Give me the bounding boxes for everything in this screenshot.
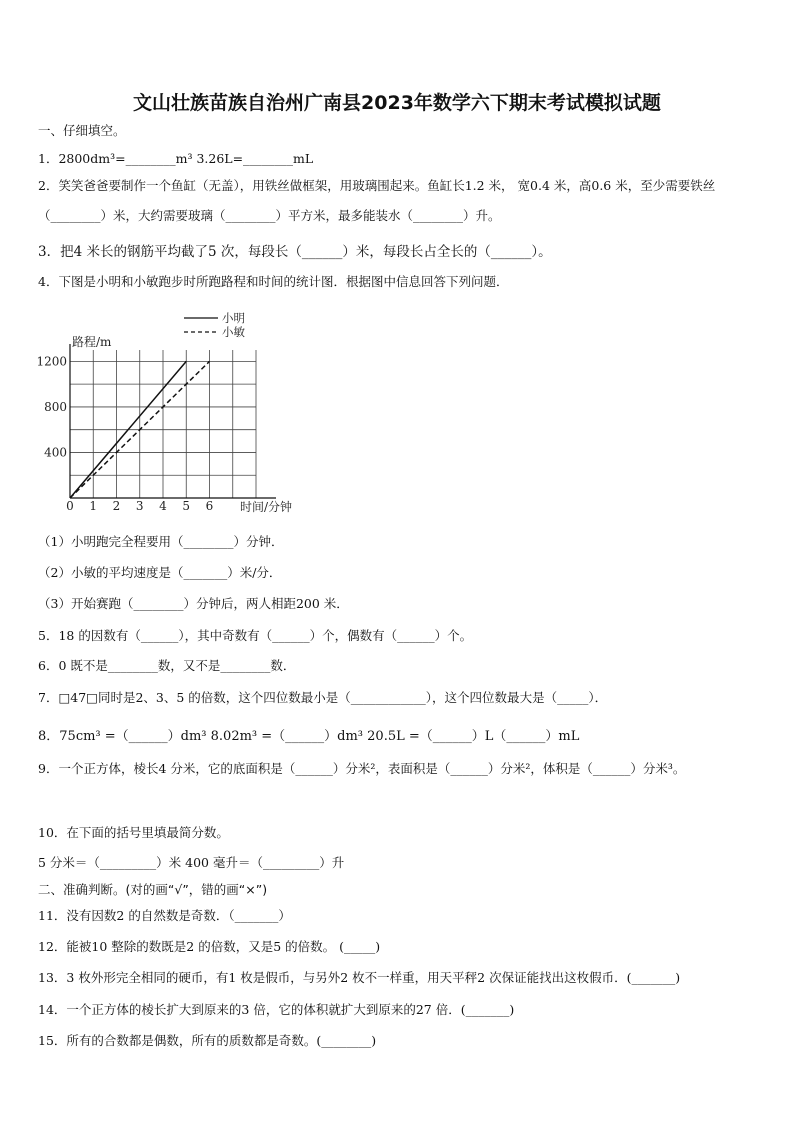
y-tick-label: 1200 [36, 354, 67, 369]
question-3: 3．把4 米长的钢筋平均截了5 次，每段长（______）米，每段长占全长的（______）。 [38, 244, 552, 260]
y-tick-label: 800 [44, 399, 67, 414]
legend-label: 小明 [222, 311, 245, 325]
x-tick-label: 0 [66, 499, 74, 513]
y-tick-label: 400 [44, 445, 67, 460]
question-4-2: （2）小敏的平均速度是（_______）米/分． [38, 565, 282, 580]
x-tick-label: 6 [205, 499, 214, 513]
section-2-heading: 二、准确判断。(对的画“√”，错的画“×”) [38, 882, 268, 897]
x-axis-label: 时间/分钟 [240, 500, 293, 514]
chart-grid [70, 350, 256, 498]
question-5: 5．18 的因数有（______），其中奇数有（______）个，偶数有（______）个。 [38, 628, 473, 643]
question-4-1: （1）小明跑完全程要用（________）分钟． [38, 534, 284, 549]
question-9: 9．一个正方体，棱长4 分米，它的底面积是（______）分米²，表面积是（______）分米²，体积是（______）分米³。 [38, 761, 686, 776]
question-7: 7．□47□同时是2、3、5 的倍数，这个四位数最小是（____________），这个四位数最大是（_____）． [38, 690, 608, 705]
x-tick-label: 3 [135, 499, 144, 513]
question-4-3: （3）开始赛跑（________）分钟后，两人相距200 米． [38, 596, 349, 611]
distance-time-chart [34, 306, 294, 516]
question-15: 15．所有的合数都是偶数，所有的质数都是奇数。(________) [38, 1033, 377, 1048]
question-4: 4．下图是小明和小敏跑步时所跑路程和时间的统计图．根据图中信息回答下列问题． [38, 274, 509, 289]
page-title: 文山壮族苗族自治州广南县2023年数学六下期末考试模拟试题 [133, 92, 661, 114]
question-10: 10．在下面的括号里填最简分数。 [38, 825, 229, 840]
x-tick-label: 4 [159, 499, 167, 513]
y-axis-label: 路程/m [72, 335, 112, 349]
legend-label: 小敏 [222, 325, 245, 339]
x-tick-label: 5 [182, 499, 191, 513]
chart-legend [184, 311, 245, 339]
question-13: 13．3 枚外形完全相同的硬币，有1 枚是假币，与另外2 枚不一样重，用天平秤2 次保证能找出这枚假币．(_______) [38, 970, 681, 985]
question-6: 6．0 既不是________数，又不是________数． [38, 658, 296, 673]
question-10-items: 5 分米＝（_________）米 400 毫升＝（_________）升 [38, 855, 345, 870]
section-1-heading: 一、仔细填空。 [38, 123, 126, 138]
question-8: 8．75cm³ =（______）dm³ 8.02m³ =（______）dm³ 20.5L =（______）L（______）mL [38, 729, 580, 744]
question-11: 11．没有因数2 的自然数是奇数．（_______） [38, 908, 291, 923]
x-tick-label: 1 [89, 499, 98, 513]
x-tick-label: 2 [112, 499, 121, 513]
question-1: 1．2800dm³=________m³ 3.26L=________mL [38, 151, 314, 166]
question-2: 2．笑笑爸爸要制作一个鱼缸（无盖），用铁丝做框架，用玻璃围起来。鱼缸长1.2 米， 宽0.4 米，高0.6 米，至少需要铁丝（________）米，大约需要玻璃（________）平方米，最多能装水（________）升。 [38, 178, 716, 223]
question-14: 14．一个正方体的棱长扩大到原来的3 倍，它的体积就扩大到原来的27 倍．(_______) [38, 1002, 515, 1017]
question-12: 12．能被10 整除的数既是2 的倍数，又是5 的倍数。 (_____) [38, 939, 381, 954]
